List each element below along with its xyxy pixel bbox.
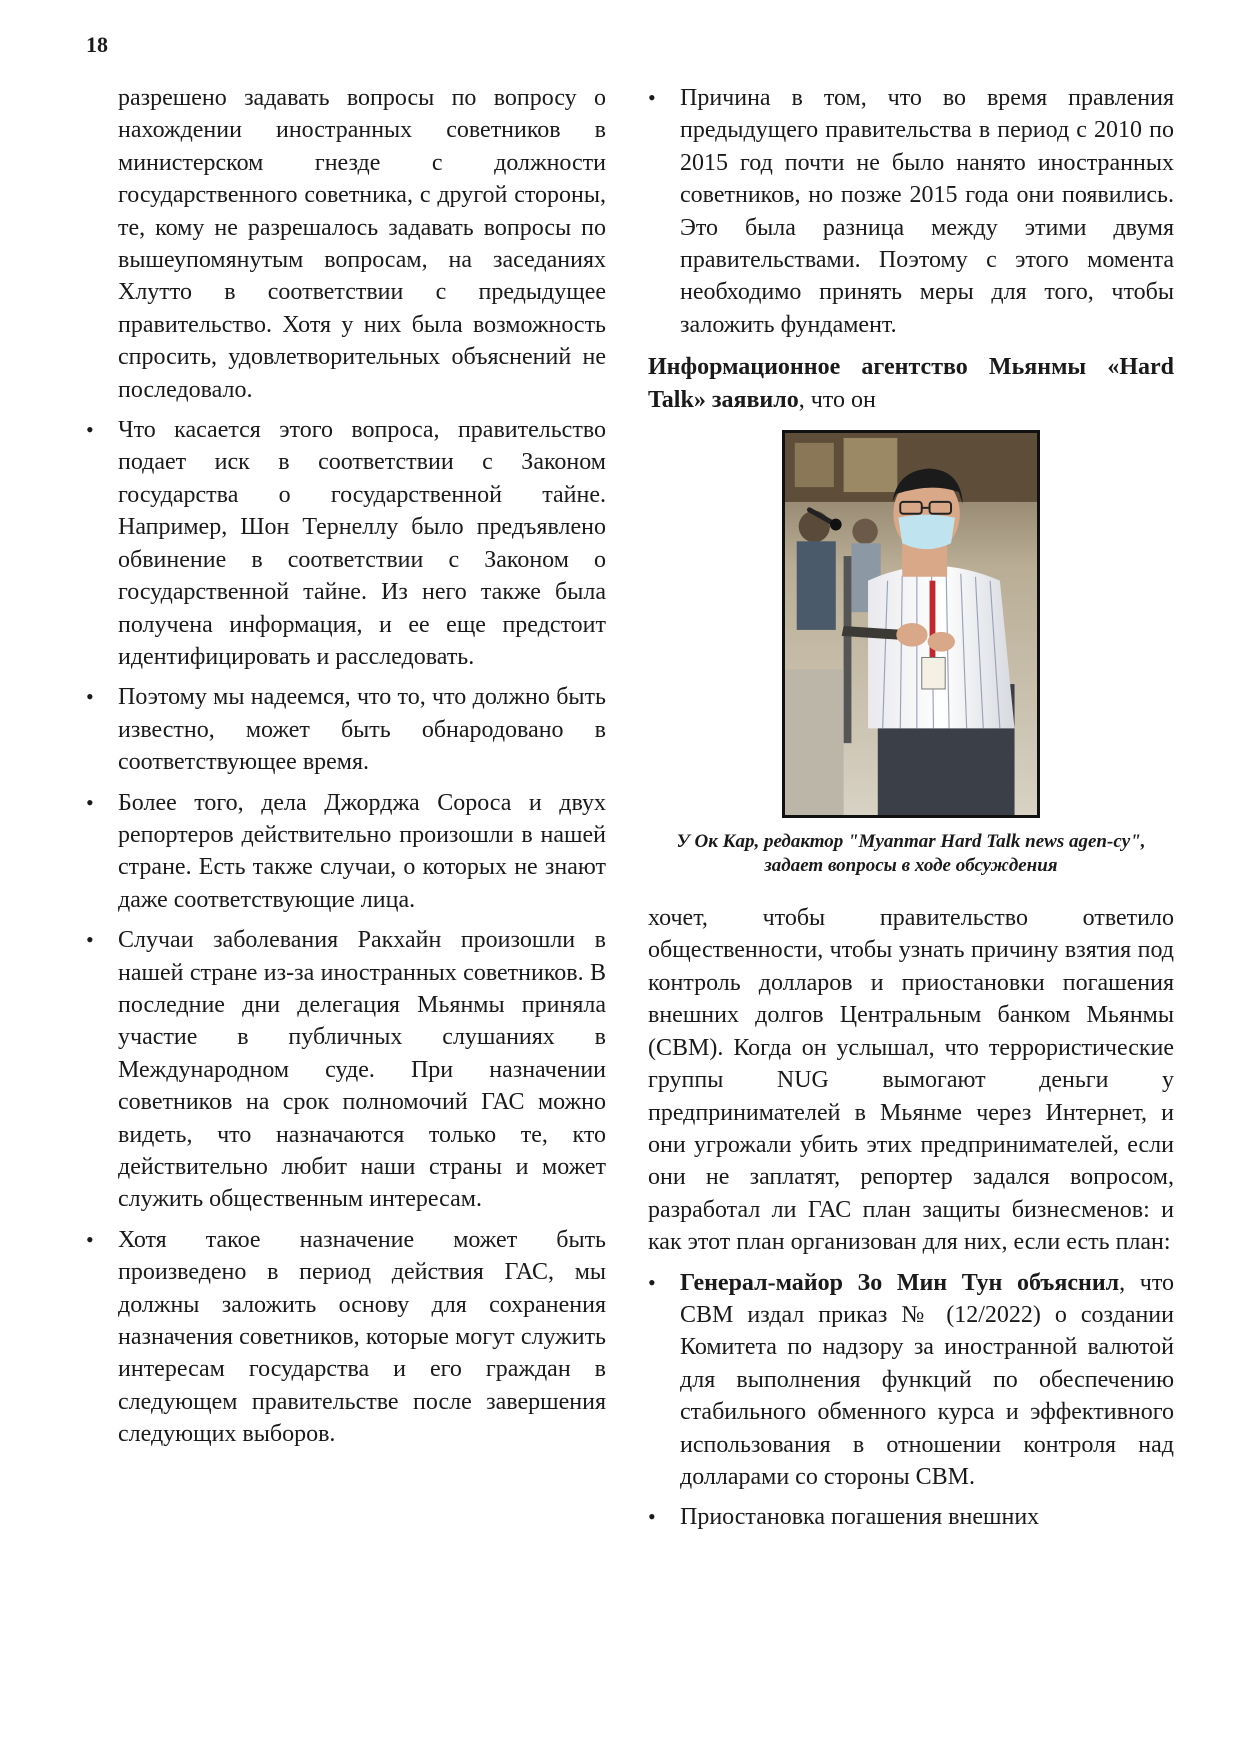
agency-lead-rest: , что он: [798, 386, 876, 413]
list-item: • Хотя такое назначение может быть произведено в период действия ГАС, мы должны заложить основу для сохранения назначения советников, которые могут служить интересам государства и его граждан в следующем правительстве после завершения следующих выборов.: [86, 1224, 606, 1451]
right-column: [648, 82, 1174, 1534]
list-item: [648, 1267, 1174, 1494]
list-item: • Более того, дела Джорджа Сороса и двух репортеров действительно произошли в нашей стране. Есть также случаи, о которых не знают даже соответствующие лица.: [86, 787, 606, 917]
agency-lead-bold: Информационное агентство Мьянмы «Hard Talk» заявило: [648, 354, 1174, 413]
right-bottom-bullet-list: [648, 1267, 1174, 1534]
general-statement: , что CBM издал приказ № (12/2022) о создании Комитета по надзору за иностранной валютой для выполнения функций по обеспечению стабильного обменного курса и эффективного использования в отношении контроля над долларами со стороны CBM.: [680, 1269, 1175, 1490]
list-item: • Приостановка погашения внешних: [648, 1501, 1174, 1533]
left-bullet-list: [86, 414, 606, 1451]
photo-caption: У Ок Кар, редактор "Myanmar Hard Talk news agen-cy", задает вопросы в ходе обсуждения: [676, 831, 1146, 877]
agency-lead-paragraph: [648, 351, 1174, 416]
general-name-bold: Генерал-майор Зо Мин Тун объяснил: [680, 1269, 1120, 1296]
left-intro-paragraph: разрешено задавать вопросы по вопросу о нахождении иностранных советников в министерском гнезде с должности государственного советника, с другой стороны, те, кому не разрешалось задавать вопросы по вышеупомянутым вопросам, на заседаниях Хлутто в соответствии с предыдущее правительство. Хотя у них была возможность спросить, удовлетворительных объяснений не последовало.: [118, 85, 606, 403]
right-body-paragraph: хочет, чтобы правительство ответило общественности, чтобы узнать причину взятия под контроль долларов и приостановки погашения внешних долгов Центральным банком Мьянмы (CBM). Когда он услышал, что террористические группы NUG вымогают деньги у предпринимателей в Мьянме через Интернет, и они угрожали убить этих предпринимателей, если они не заплатят, репортер задался вопросом, разработал ли ГАС план защиты бизнесменов: и как этот план организован для них, если есть план:: [648, 905, 1174, 1256]
page-number: 18: [86, 32, 108, 57]
list-item: • Случаи заболевания Ракхайн произошли в нашей стране из-за иностранных советников. В последние дни делегация Мьянмы приняла участие в публичных слушаниях в Международном суде. При назначении советников на срок полномочий ГАС можно видеть, что назначаются только те, кто действительно любит наши страны и может служить общественным интересам.: [86, 924, 606, 1216]
right-top-bullet-list: [648, 82, 1174, 341]
list-item: • Поэтому мы надеемся, что то, что должно быть известно, может быть обнародовано в соответствующее время.: [86, 681, 606, 778]
list-item: • Что касается этого вопроса, правительство подает иск в соответствии с Законом государства о государственной тайне. Например, Шон Тернеллу было предъявлено обвинение в соответствии с Законом о государственной тайне. Из него также была получена информация, и ее еще предстоит идентифицировать и расследовать.: [86, 414, 606, 673]
left-column: [86, 82, 606, 1451]
reporter-photo-image: [785, 433, 1037, 815]
list-item: • Причина в том, что во время правления предыдущего правительства в период с 2010 по 2015 год почти не было нанято иностранных советников, но позже 2015 года они появились. Это была разница между этими двумя правительствами. Поэтому с этого момента необходимо принять меры для того, чтобы заложить фундамент.: [648, 82, 1174, 341]
reporter-photo: [782, 430, 1040, 818]
